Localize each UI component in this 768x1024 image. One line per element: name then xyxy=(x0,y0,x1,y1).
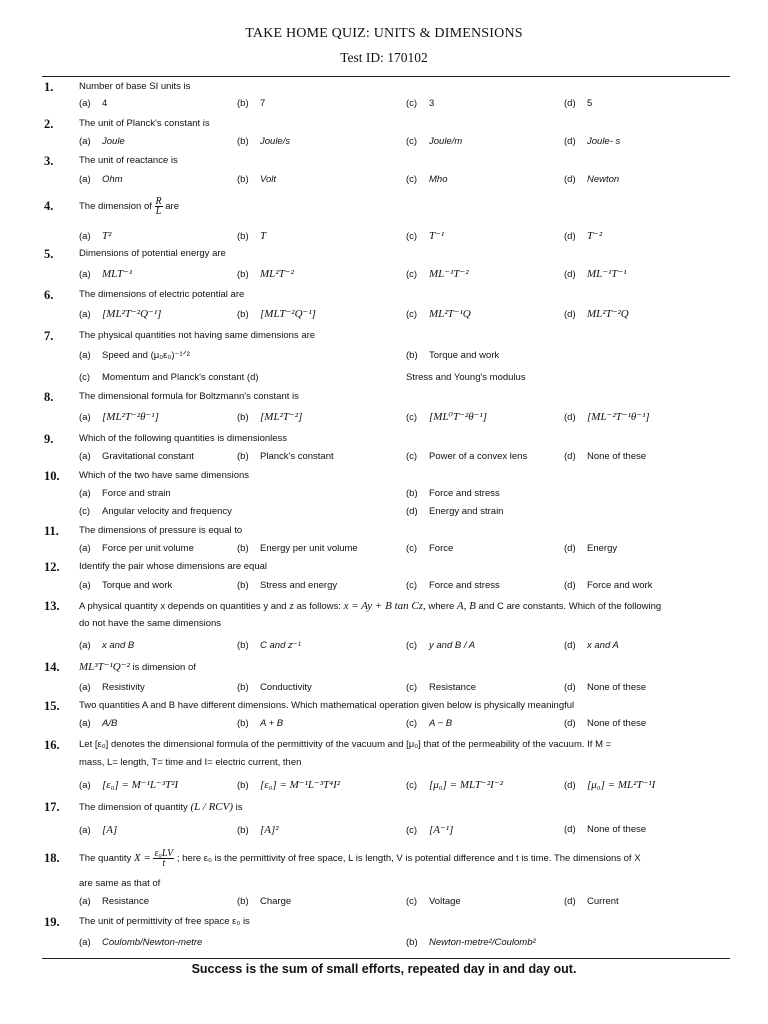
option-c: (c) Power of a convex lens xyxy=(406,451,528,462)
question-text: The dimension of quantity (L / RCV) is xyxy=(79,801,243,813)
question-number: 19. xyxy=(44,915,60,929)
option-d: (d) ML⁻¹T⁻¹ xyxy=(564,268,627,280)
options-row xyxy=(0,171,768,189)
option-c: (c) y and B / A xyxy=(406,640,476,651)
option-d: (d) None of these xyxy=(564,718,647,729)
options-row xyxy=(0,715,768,733)
option-a: (a) A/B xyxy=(79,718,118,729)
question-row xyxy=(0,736,768,754)
question-row-continued xyxy=(0,754,768,772)
option-d: (d) ML²T⁻²Q xyxy=(564,308,629,320)
option-b: (b) Planck's constant xyxy=(237,451,334,462)
option-b: (b) [ML²T⁻²] xyxy=(237,411,303,423)
option-c: (c) Momentum and Planck's constant (d) xyxy=(79,372,259,383)
option-d: (d) Joule- s xyxy=(564,136,621,147)
option-b: (b) Conductivity xyxy=(237,682,312,693)
options-row xyxy=(0,637,768,655)
option-a: (a) Force per unit volume xyxy=(79,543,194,554)
option-c: (c) A − B xyxy=(406,718,453,729)
option-a: (a) 4 xyxy=(79,98,108,109)
question-row xyxy=(0,558,768,576)
question-text: ML³T⁻¹Q⁻² is dimension of xyxy=(79,661,196,673)
options-row xyxy=(0,448,768,466)
option-a: (a) Gravitational constant xyxy=(79,451,194,462)
question-text: The dimensions of electric potential are xyxy=(79,289,245,300)
fraction-r-over-l: $\frac{R}{L}$ xyxy=(155,196,162,217)
option-c: (c) Joule/m xyxy=(406,136,463,147)
option-a: (a) Joule xyxy=(79,136,125,147)
top-rule xyxy=(42,76,730,77)
option-a: (a) T² xyxy=(79,230,112,242)
option-d: (d) Energy xyxy=(564,543,618,554)
option-a: (a) Resistance xyxy=(79,896,149,907)
options-row xyxy=(0,679,768,697)
options-row xyxy=(0,369,768,387)
question-number: 14. xyxy=(44,660,60,674)
option-b: (b) ML²T⁻² xyxy=(237,268,294,280)
options-row xyxy=(0,95,768,113)
option-a: (a) MLT⁻¹ xyxy=(79,268,133,280)
question-number: 7. xyxy=(44,329,54,343)
option-a: (a) x and B xyxy=(79,640,135,651)
question-text: The dimensions of pressure is equal to xyxy=(79,525,243,536)
question-row xyxy=(0,597,768,615)
options-row xyxy=(0,776,768,794)
options-row xyxy=(0,934,768,952)
option-a: (a) Speed and (μ₀ε₀)⁻¹ᐟ² xyxy=(79,350,190,361)
option-b: (b) Torque and work xyxy=(406,350,500,361)
question-row-continued xyxy=(0,875,768,893)
question-number: 1. xyxy=(44,80,54,94)
option-b: (b) A + B xyxy=(237,718,284,729)
option-b: (b) Stress and energy xyxy=(237,580,338,591)
question-row xyxy=(0,798,768,816)
question-text: are same as that of xyxy=(79,878,161,889)
question-text: The dimension of $\frac{R}{L}$ are xyxy=(79,196,179,217)
option-c: (c) Voltage xyxy=(406,896,461,907)
question-number: 6. xyxy=(44,288,54,302)
option-d: Stress and Young's modulus xyxy=(406,372,526,383)
question-number: 15. xyxy=(44,699,60,713)
option-d: (d) T⁻² xyxy=(564,230,603,242)
option-b: (b) 7 xyxy=(237,98,266,109)
question-number: 11. xyxy=(44,524,59,538)
question-row xyxy=(0,430,768,448)
question-number: 8. xyxy=(44,390,54,404)
question-number: 13. xyxy=(44,599,60,613)
option-d: (d) 5 xyxy=(564,98,593,109)
question-row xyxy=(0,197,768,215)
option-b: (b) [ε₀] = M⁻¹L⁻³T⁴I² xyxy=(237,779,341,791)
question-text: Two quantities A and B have different dimensions. Which mathematical operation given below is physically meaningful xyxy=(79,700,575,711)
option-d: (d) None of these xyxy=(564,824,647,835)
option-a: (a) Force and strain xyxy=(79,488,171,499)
option-b: (b) Charge xyxy=(237,896,292,907)
option-d: (d) Current xyxy=(564,896,619,907)
question-text: A physical quantity x depends on quantities y and z as follows: x = Ay + B tan Cz, where A, B and C are constants. Which of the following xyxy=(79,600,662,612)
options-row xyxy=(0,265,768,283)
option-a: (a) [ε₀] = M⁻¹L⁻³T²I xyxy=(79,779,179,791)
options-row xyxy=(0,893,768,911)
option-d: (d) None of these xyxy=(564,451,647,462)
question-number: 10. xyxy=(44,469,60,483)
question-number: 16. xyxy=(44,738,60,752)
bottom-rule xyxy=(42,958,730,959)
option-c: (c) Angular velocity and frequency xyxy=(79,506,232,517)
question-number: 2. xyxy=(44,117,54,131)
option-d: (d) [μ₀] = ML²T⁻¹I xyxy=(564,779,656,791)
option-b: (b) [A]² xyxy=(237,824,279,836)
option-d: (d) Force and work xyxy=(564,580,653,591)
option-b: (b) T xyxy=(237,230,267,242)
question-row xyxy=(0,245,768,263)
option-b: (b) Force and stress xyxy=(406,488,500,499)
question-row xyxy=(0,467,768,485)
option-d: (d) Newton xyxy=(564,174,620,185)
options-row xyxy=(0,227,768,245)
options-row xyxy=(0,347,768,365)
question-text: Number of base SI units is xyxy=(79,81,191,92)
question-number: 17. xyxy=(44,800,60,814)
option-c: (c) T⁻¹ xyxy=(406,230,445,242)
options-row xyxy=(0,133,768,151)
option-a: (a) Coulomb/Newton-metre xyxy=(79,937,203,948)
option-b: (b) Newton-metre²/Coulomb² xyxy=(406,937,536,948)
option-c: (c) ML²T⁻¹Q xyxy=(406,308,471,320)
quiz-title: TAKE HOME QUIZ: UNITS & DIMENSIONS xyxy=(245,26,523,41)
option-b: (b) Volt xyxy=(237,174,277,185)
option-a: (a) [ML²T⁻²Q⁻¹] xyxy=(79,308,162,320)
option-c: (c) [μ₀] = MLT⁻²I⁻² xyxy=(406,779,503,791)
option-a: (a) Ohm xyxy=(79,174,123,185)
option-c: (c) [ML⁰T⁻²θ⁻¹] xyxy=(406,411,487,423)
question-row xyxy=(0,697,768,715)
question-row-continued xyxy=(0,615,768,633)
option-c: (c) 3 xyxy=(406,98,435,109)
options-row xyxy=(0,503,768,521)
option-b: (b) Energy per unit volume xyxy=(237,543,358,554)
question-text: do not have the same dimensions xyxy=(79,618,222,629)
options-row xyxy=(0,821,768,839)
option-a: (a) Torque and work xyxy=(79,580,173,591)
option-d: (d) [ML⁻²T⁻¹θ⁻¹] xyxy=(564,411,650,423)
footer-quote: Success is the sum of small efforts, repeated day in and day out. xyxy=(191,962,577,976)
option-c: (c) Mho xyxy=(406,174,448,185)
question-row xyxy=(0,658,768,676)
question-number: 9. xyxy=(44,432,54,446)
question-text: Which of the following quantities is dimensionless xyxy=(79,433,288,444)
question-text: Dimensions of potential energy are xyxy=(79,248,226,259)
options-row xyxy=(0,408,768,426)
question-text: The unit of permittivity of free space ε₀ is xyxy=(79,916,250,927)
fraction-eps-lv-over-t: $\frac{\text{ε₀LV}}{t}$ xyxy=(154,848,174,869)
question-row xyxy=(0,522,768,540)
question-number: 18. xyxy=(44,851,60,865)
question-text: Let [ε₀] denotes the dimensional formula of the permittivity of the vacuum and [μ₀] that of the permeability of the vacuum. If M = xyxy=(79,739,612,750)
test-id: Test ID: 170102 xyxy=(340,50,428,65)
question-row xyxy=(0,152,768,170)
option-b: (b) Joule/s xyxy=(237,136,291,147)
question-text: Which of the two have same dimensions xyxy=(79,470,250,481)
question-row xyxy=(0,327,768,345)
option-a: (a) [A] xyxy=(79,824,118,836)
options-row xyxy=(0,577,768,595)
question-row xyxy=(0,388,768,406)
options-row xyxy=(0,305,768,323)
question-text: The dimensional formula for Boltzmann's constant is xyxy=(79,391,299,402)
option-d: (d) x and A xyxy=(564,640,619,651)
question-row xyxy=(0,849,768,867)
option-a: (a) Resistivity xyxy=(79,682,145,693)
question-row xyxy=(0,78,768,96)
option-a: (a) [ML²T⁻²θ⁻¹] xyxy=(79,411,159,423)
question-number: 12. xyxy=(44,560,60,574)
option-c: (c) Resistance xyxy=(406,682,476,693)
question-number: 4. xyxy=(44,199,54,213)
option-d: (d) Energy and strain xyxy=(406,506,504,517)
quiz-header xyxy=(0,26,768,66)
option-d: (d) None of these xyxy=(564,682,647,693)
question-text: The unit of reactance is xyxy=(79,155,178,166)
question-row xyxy=(0,115,768,133)
question-row xyxy=(0,913,768,931)
options-row xyxy=(0,540,768,558)
question-row xyxy=(0,286,768,304)
question-text: The physical quantities not having same dimensions are xyxy=(79,330,316,341)
question-text: mass, L= length, T= time and I= electric current, then xyxy=(79,757,302,768)
option-b: (b) C and z⁻¹ xyxy=(237,640,301,651)
question-number: 5. xyxy=(44,247,54,261)
options-row xyxy=(0,485,768,503)
option-b: (b) [MLT⁻²Q⁻¹] xyxy=(237,308,316,320)
question-number: 3. xyxy=(44,154,54,168)
option-c: (c) ML⁻¹T⁻² xyxy=(406,268,469,280)
question-text: Identify the pair whose dimensions are equal xyxy=(79,561,268,572)
question-text: The unit of Planck's constant is xyxy=(79,118,210,129)
question-text: The quantity X = $\frac{\text{ε₀LV}}{t}$ ; here ε₀ is the permittivity of free space, L is length, V is potential difference and t is time. The dimensions of X xyxy=(79,848,641,869)
option-c: (c) Force and stress xyxy=(406,580,500,591)
option-c: (c) Force xyxy=(406,543,454,554)
option-c: (c) [A⁻¹] xyxy=(406,824,454,836)
